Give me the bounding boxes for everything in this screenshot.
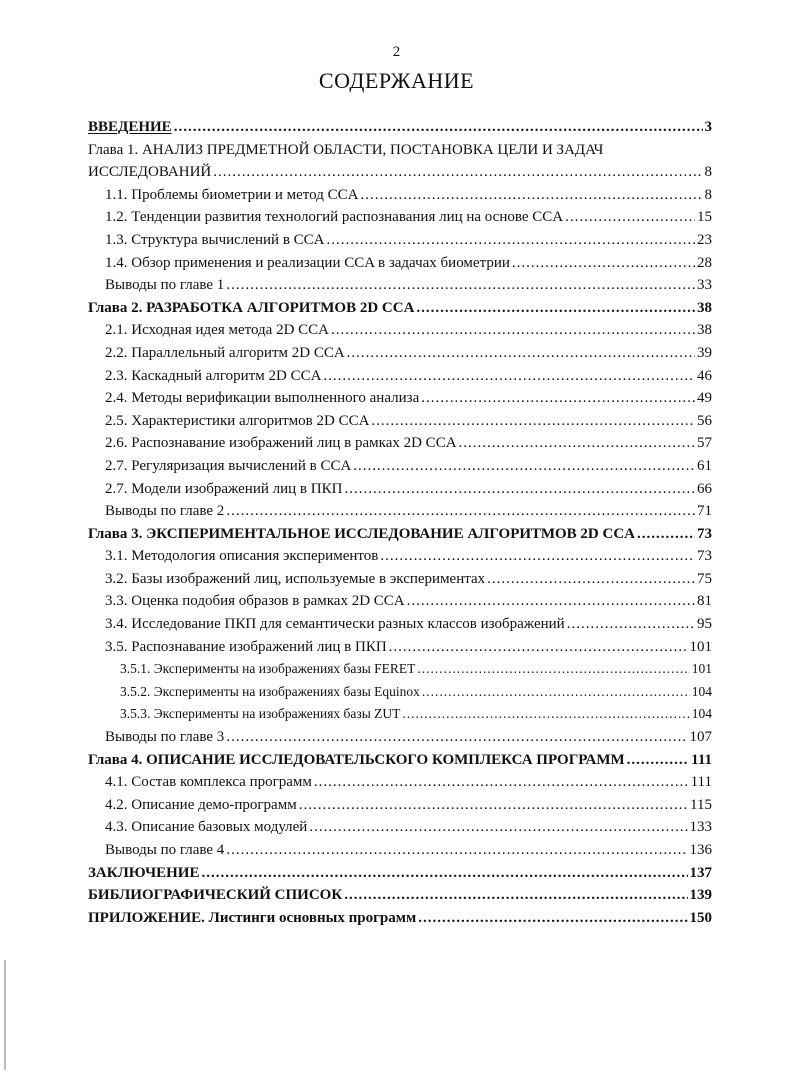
toc-entry-page: 104 bbox=[691, 706, 712, 722]
toc-entry[interactable] bbox=[88, 274, 712, 297]
table-of-contents bbox=[88, 116, 712, 929]
toc-entry-label: 3.2. Базы изображений лиц, используемые в экспериментах bbox=[105, 570, 486, 587]
toc-entry-label: 2.1. Исходная идея метода 2D CCA bbox=[105, 322, 330, 339]
toc-entry-label: 1.4. Обзор применения и реализации CCA в задачах биометрии bbox=[105, 254, 510, 271]
dot-leader bbox=[422, 681, 690, 704]
dot-leader bbox=[421, 387, 695, 410]
toc-entry-page: 73 bbox=[697, 548, 712, 565]
toc-entry-bibliography[interactable] bbox=[88, 884, 712, 907]
dot-leader bbox=[299, 794, 688, 817]
toc-entry-page: 139 bbox=[689, 887, 712, 904]
dot-leader bbox=[314, 771, 689, 794]
toc-entry-page: 15 bbox=[697, 209, 712, 226]
toc-entry-page: 66 bbox=[697, 480, 712, 497]
toc-entry[interactable] bbox=[88, 410, 712, 433]
page-title: СОДЕРЖАНИЕ bbox=[318, 68, 475, 93]
dot-leader bbox=[512, 252, 695, 275]
toc-entry[interactable] bbox=[88, 455, 712, 478]
toc-entry-label: Выводы по главе 2 bbox=[105, 503, 225, 520]
dot-leader bbox=[402, 703, 689, 726]
toc-entry-introduction[interactable] bbox=[88, 116, 712, 139]
dot-leader bbox=[371, 410, 695, 433]
dot-leader bbox=[331, 319, 695, 342]
dot-leader bbox=[226, 500, 695, 523]
dot-leader bbox=[627, 749, 689, 772]
toc-entry[interactable] bbox=[88, 184, 712, 207]
dot-leader bbox=[637, 523, 695, 546]
toc-entry-page: 38 bbox=[697, 299, 712, 316]
toc-entry-label: 2.7. Модели изображений лиц в ПКП bbox=[105, 480, 343, 497]
toc-entry-label: 2.7. Регуляризация вычислений в CCA bbox=[105, 457, 352, 474]
toc-entry-chapter-2[interactable] bbox=[88, 297, 712, 320]
toc-entry[interactable] bbox=[88, 206, 712, 229]
toc-entry-page: 81 bbox=[697, 593, 712, 610]
toc-entry-label: 3.4. Исследование ПКП для семантически разных классов изображений bbox=[105, 616, 565, 633]
dot-leader bbox=[347, 342, 695, 365]
toc-entry-label: Глава 2. РАЗРАБОТКА АЛГОРИТМОВ 2D CCA bbox=[88, 299, 415, 316]
toc-entry[interactable] bbox=[88, 636, 712, 659]
toc-entry-page: 137 bbox=[689, 864, 712, 881]
toc-entry-label: 1.2. Тенденции развития технологий распознавания лиц на основе CCA bbox=[105, 209, 564, 226]
toc-entry[interactable] bbox=[88, 229, 712, 252]
toc-entry[interactable] bbox=[88, 703, 712, 726]
toc-entry-chapter-3[interactable] bbox=[88, 523, 712, 546]
dot-leader bbox=[459, 432, 695, 455]
dot-leader bbox=[353, 455, 695, 478]
toc-entry-page: 73 bbox=[697, 525, 712, 542]
toc-entry-page: 133 bbox=[689, 819, 712, 836]
toc-entry-label: ВВЕДЕНИЕ bbox=[88, 119, 172, 135]
toc-entry-page: 111 bbox=[691, 751, 712, 768]
dot-leader bbox=[418, 907, 687, 930]
toc-entry[interactable] bbox=[88, 613, 712, 636]
toc-entry[interactable] bbox=[88, 658, 712, 681]
toc-entry[interactable] bbox=[88, 726, 712, 749]
toc-entry-label: БИБЛИОГРАФИЧЕСКИЙ СПИСОК bbox=[88, 887, 343, 904]
toc-entry-page: 8 bbox=[704, 164, 712, 181]
toc-entry-page: 3 bbox=[704, 119, 712, 135]
toc-entry-label: 2.3. Каскадный алгоритм 2D CCA bbox=[105, 367, 322, 384]
toc-entry-page: 49 bbox=[697, 390, 712, 407]
toc-entry-label: 3.1. Методология описания экспериментов bbox=[105, 548, 379, 565]
toc-entry[interactable] bbox=[88, 342, 712, 365]
toc-entry-page: 136 bbox=[689, 842, 712, 858]
toc-entry[interactable] bbox=[88, 387, 712, 410]
toc-entry[interactable] bbox=[88, 252, 712, 275]
toc-entry-chapter-1[interactable] bbox=[88, 139, 712, 184]
toc-entry-page: 38 bbox=[697, 322, 712, 339]
dot-leader bbox=[565, 206, 695, 229]
toc-entry-page: 23 bbox=[697, 231, 712, 248]
toc-entry-label: Выводы по главе 3 bbox=[105, 729, 225, 746]
toc-entry-page: 28 bbox=[697, 254, 712, 271]
scan-edge-mark bbox=[4, 960, 6, 1070]
dot-leader bbox=[407, 590, 695, 613]
toc-entry-appendix[interactable] bbox=[88, 907, 712, 930]
toc-entry[interactable] bbox=[88, 568, 712, 591]
toc-entry[interactable] bbox=[88, 681, 712, 704]
toc-entry[interactable] bbox=[88, 365, 712, 388]
dot-leader bbox=[323, 365, 695, 388]
dot-leader bbox=[226, 726, 687, 749]
dot-leader bbox=[416, 297, 695, 320]
toc-entry-label: 3.5.3. Эксперименты на изображениях базы ZUT bbox=[120, 706, 401, 722]
toc-entry-page: 75 bbox=[697, 570, 712, 587]
dot-leader bbox=[344, 884, 687, 907]
dot-leader bbox=[201, 862, 687, 885]
toc-entry[interactable] bbox=[88, 500, 712, 523]
toc-entry-label: Глава 4. ОПИСАНИЕ ИССЛЕДОВАТЕЛЬСКОГО КОМПЛЕКСА ПРОГРАММ bbox=[88, 751, 625, 768]
dot-leader bbox=[226, 839, 687, 862]
toc-entry-page: 33 bbox=[697, 277, 712, 294]
toc-entry[interactable] bbox=[88, 432, 712, 455]
dot-leader bbox=[380, 545, 695, 568]
toc-entry[interactable] bbox=[88, 771, 712, 794]
toc-entry-page: 111 bbox=[690, 774, 712, 791]
toc-entry-page: 46 bbox=[697, 367, 712, 384]
toc-entry-label: 2.5. Характеристики алгоритмов 2D CCA bbox=[105, 412, 370, 429]
toc-entry-label: 3.5. Распознавание изображений лиц в ПКП bbox=[105, 638, 387, 655]
toc-entry-label: Глава 3. ЭКСПЕРИМЕНТАЛЬНОЕ ИССЛЕДОВАНИЕ АЛГОРИТМОВ 2D CCA bbox=[88, 525, 635, 542]
dot-leader bbox=[309, 816, 687, 839]
dot-leader bbox=[389, 636, 688, 659]
toc-entry-label: Выводы по главе 1 bbox=[105, 277, 225, 294]
dot-leader bbox=[417, 658, 689, 681]
dot-leader bbox=[213, 161, 702, 184]
toc-entry-conclusion[interactable] bbox=[88, 862, 712, 885]
toc-entry-label: 2.6. Распознавание изображений лиц в рамках 2D CCA bbox=[105, 435, 457, 452]
toc-entry-label: 3.3. Оценка подобия образов в рамках 2D CCA bbox=[105, 593, 405, 610]
toc-entry-page: 56 bbox=[697, 412, 712, 429]
toc-entry-label: ЗАКЛЮЧЕНИЕ bbox=[88, 864, 200, 881]
toc-entry[interactable] bbox=[88, 590, 712, 613]
toc-entry[interactable] bbox=[88, 545, 712, 568]
toc-entry-label: ПРИЛОЖЕНИЕ. Листинги основных программ bbox=[88, 909, 417, 926]
toc-entry-page: 150 bbox=[689, 909, 712, 926]
toc-entry-page: 107 bbox=[689, 729, 712, 746]
dot-leader bbox=[344, 478, 695, 501]
toc-entry-page: 104 bbox=[691, 683, 712, 699]
toc-entry-chapter-4[interactable] bbox=[88, 749, 712, 772]
toc-entry[interactable] bbox=[88, 816, 712, 839]
dot-leader bbox=[174, 116, 703, 139]
toc-entry-label: 4.3. Описание базовых модулей bbox=[105, 819, 308, 836]
toc-entry[interactable] bbox=[88, 794, 712, 817]
toc-entry[interactable] bbox=[88, 319, 712, 342]
toc-entry-label: 2.2. Параллельный алгоритм 2D CCA bbox=[105, 344, 345, 361]
toc-entry-page: 71 bbox=[697, 503, 712, 520]
toc-entry-page: 101 bbox=[691, 661, 712, 677]
toc-entry-label-line-1: Глава 1. АНАЛИЗ ПРЕДМЕТНОЙ ОБЛАСТИ, ПОСТАНОВКА ЦЕЛИ И ЗАДАЧ bbox=[88, 141, 604, 158]
toc-entry-page: 39 bbox=[697, 344, 712, 361]
toc-entry-label: 1.3. Структура вычислений в CCA bbox=[105, 231, 325, 248]
toc-entry-label: 3.5.1. Эксперименты на изображениях базы FERET bbox=[120, 661, 416, 677]
dot-leader bbox=[360, 184, 702, 207]
dot-leader bbox=[327, 229, 696, 252]
toc-entry-label: 2.4. Методы верификации выполненного анализа bbox=[105, 390, 420, 407]
toc-entry-page: 57 bbox=[697, 435, 712, 452]
toc-entry-page: 95 bbox=[697, 616, 712, 633]
toc-entry-label: Выводы по главе 4 bbox=[105, 842, 225, 858]
dot-leader bbox=[487, 568, 695, 591]
dot-leader bbox=[226, 274, 695, 297]
toc-entry-label: 3.5.2. Эксперименты на изображениях базы Equinox bbox=[120, 683, 420, 699]
toc-entry-page: 101 bbox=[689, 638, 712, 655]
toc-entry-page: 115 bbox=[690, 796, 712, 813]
page-number: 2 bbox=[392, 44, 401, 60]
dot-leader bbox=[567, 613, 695, 636]
toc-entry-page: 8 bbox=[704, 186, 712, 203]
toc-entry-label: 4.1. Состав комплекса программ bbox=[105, 774, 312, 791]
toc-entry-label-line-2: ИССЛЕДОВАНИЙ bbox=[88, 164, 212, 181]
toc-entry-label: 1.1. Проблемы биометрии и метод CCA bbox=[105, 186, 359, 203]
toc-entry-label: 4.2. Описание демо-программ bbox=[105, 796, 297, 813]
toc-entry[interactable] bbox=[88, 478, 712, 501]
toc-entry[interactable] bbox=[88, 839, 712, 862]
toc-entry-page: 61 bbox=[697, 457, 712, 474]
